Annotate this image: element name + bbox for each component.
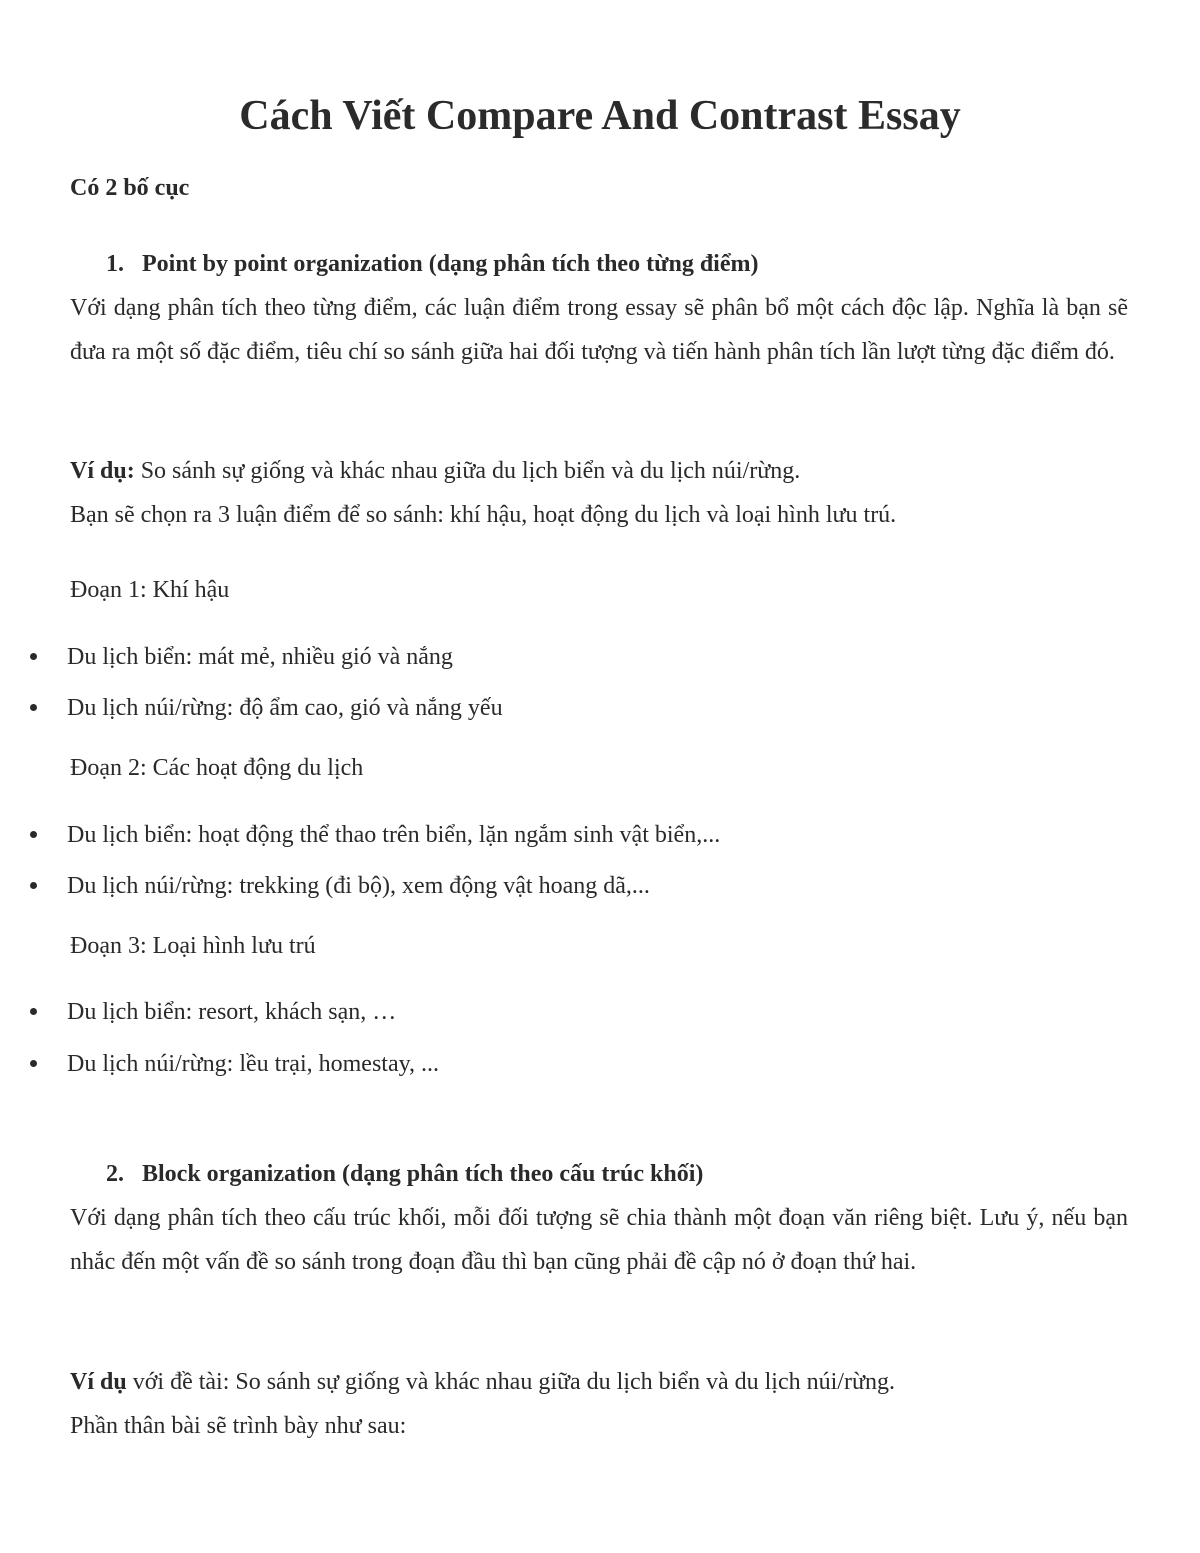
- page-title: Cách Viết Compare And Contrast Essay: [239, 93, 961, 139]
- section-2-example-line2: Phần thân bài sẽ trình bày như sau:: [70, 1413, 407, 1439]
- list-item: Du lịch núi/rừng: độ ẩm cao, gió và nắng yếu: [30, 692, 503, 724]
- paragraph-1-label: Đoạn 1: Khí hậu: [70, 577, 230, 603]
- list-item: Du lịch biển: mát mẻ, nhiều gió và nắng: [30, 641, 453, 673]
- section-2-example-label: Ví dụ: [70, 1369, 127, 1395]
- section-2-example: [70, 1366, 895, 1398]
- section-1-example-label: Ví dụ:: [70, 458, 135, 484]
- section-1-example-text: So sánh sự giống và khác nhau giữa du lịch biển và du lịch núi/rừng.: [134, 458, 801, 484]
- list-item: Du lịch biển: hoạt động thể thao trên biển, lặn ngắm sinh vật biển,...: [30, 819, 720, 851]
- section-1-example: [70, 455, 800, 487]
- list-item: Du lịch núi/rừng: trekking (đi bộ), xem động vật hoang dã,...: [30, 870, 650, 902]
- bullet-icon: [30, 882, 37, 889]
- bullet-icon: [30, 1060, 37, 1067]
- bullet-icon: [30, 653, 37, 660]
- section-2-body: Với dạng phân tích theo cấu trúc khối, mỗi đối tượng sẽ chia thành một đoạn văn riêng biệt. Lưu ý, nếu bạn nhắc đến một vấn đề so sánh trong đoạn đầu thì bạn cũng phải đề cập nó ở đoạn thứ hai.: [70, 1205, 1128, 1275]
- section-2-heading: [106, 1158, 703, 1190]
- list-item: Du lịch núi/rừng: lều trại, homestay, ...: [30, 1048, 439, 1080]
- section-1-title: Point by point organization (dạng phân tích theo từng điểm): [142, 251, 759, 277]
- paragraph-2-label: Đoạn 2: Các hoạt động du lịch: [70, 755, 364, 781]
- section-1-body: Với dạng phân tích theo từng điểm, các luận điểm trong essay sẽ phân bổ một cách độc lập. Nghĩa là bạn sẽ đưa ra một số đặc điểm, tiêu chí so sánh giữa hai đối tượng và tiến hành phân tích lần lượt từng đặc điểm đó.: [70, 295, 1128, 365]
- bullet-icon: [30, 1008, 37, 1015]
- section-2-title: Block organization (dạng phân tích theo cấu trúc khối): [142, 1161, 704, 1187]
- section-2-number: 2.: [106, 1161, 124, 1187]
- list-item: Du lịch biển: resort, khách sạn, …: [30, 996, 396, 1028]
- section-2-example-text: với đề tài: So sánh sự giống và khác nhau giữa du lịch biển và du lịch núi/rừng.: [126, 1369, 895, 1395]
- section-1-heading: [106, 248, 758, 280]
- section-1-number: 1.: [106, 251, 124, 277]
- intro-text: Có 2 bố cục: [70, 175, 190, 201]
- bullet-icon: [30, 704, 37, 711]
- paragraph-3-label: Đoạn 3: Loại hình lưu trú: [70, 933, 316, 959]
- section-1-example-line2: Bạn sẽ chọn ra 3 luận điểm để so sánh: khí hậu, hoạt động du lịch và loại hình lưu trú.: [70, 502, 897, 528]
- bullet-icon: [30, 831, 37, 838]
